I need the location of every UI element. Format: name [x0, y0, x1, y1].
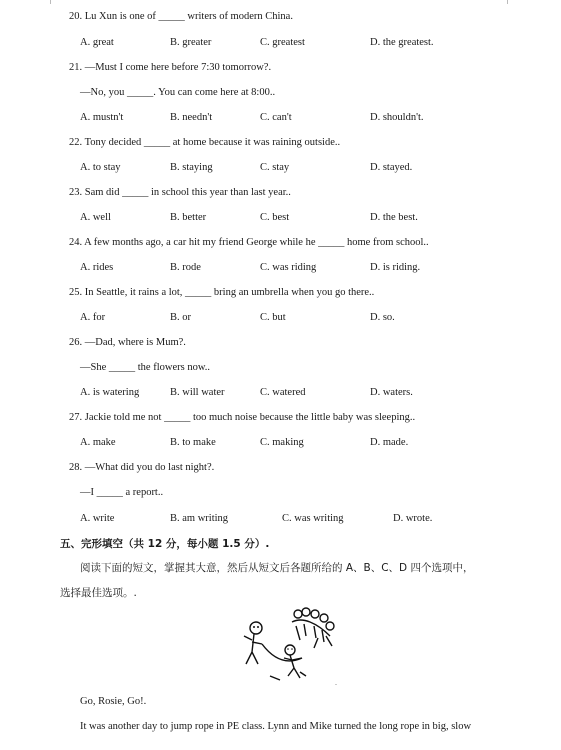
- option-b: B. or: [170, 312, 191, 323]
- option-a: A. well: [80, 212, 111, 223]
- question-stem: —Dad, where is Mum?.: [84, 337, 186, 348]
- question-26: [69, 336, 186, 350]
- question-number: 24.: [69, 237, 83, 248]
- option-d: D. waters.: [370, 387, 413, 398]
- question-reply: —I _____ a report..: [80, 487, 164, 498]
- question-reply: —She _____ the flowers now..: [80, 362, 210, 373]
- option-b: B. better: [170, 212, 207, 223]
- option-a: A. great: [80, 37, 114, 48]
- question-number: 25.: [69, 287, 83, 298]
- option-d: D. stayed.: [370, 162, 413, 173]
- option-d: D. shouldn't.: [370, 112, 424, 123]
- question-number: 22.: [69, 137, 83, 148]
- question-number: 23.: [69, 187, 83, 198]
- option-a: A. make: [80, 437, 116, 448]
- option-b: B. staying: [170, 162, 213, 173]
- question-stem: Lu Xun is one of _____ writers of modern China.: [84, 11, 293, 22]
- passage-text: It was another day to jump rope in PE class. Lynn and Mike turned the long rope in big, slow: [80, 721, 472, 732]
- option-d: D. made.: [370, 437, 409, 448]
- option-c: C. making: [260, 437, 304, 448]
- question-stem: Sam did _____ in school this year than last year..: [84, 187, 291, 198]
- question-number: 21.: [69, 62, 83, 73]
- question-24: [69, 236, 429, 250]
- option-c: C. can't: [260, 112, 292, 123]
- question-stem: —What did you do last night?.: [84, 462, 215, 473]
- question-25: [69, 286, 374, 300]
- question-20: [69, 10, 293, 24]
- option-d: D. is riding.: [370, 262, 421, 273]
- option-b: B. greater: [170, 37, 212, 48]
- question-28: [69, 461, 214, 475]
- option-b: B. rode: [170, 262, 201, 273]
- option-a: A. to stay: [80, 162, 121, 173]
- option-d: D. wrote.: [393, 513, 433, 524]
- option-a: A. write: [80, 513, 115, 524]
- option-a: A. for: [80, 312, 106, 323]
- question-22: [69, 136, 340, 150]
- question-number: 26.: [69, 337, 83, 348]
- question-stem: In Seattle, it rains a lot, _____ bring an umbrella when you go there..: [84, 287, 375, 298]
- picture-paragraph-mark: .: [335, 678, 337, 687]
- jump-rope-illustration: [240, 606, 340, 686]
- option-c: C. best: [260, 212, 290, 223]
- question-23: [69, 186, 291, 200]
- option-a: A. mustn't: [80, 112, 124, 123]
- question-number: 20.: [69, 11, 83, 22]
- option-b: B. needn't: [170, 112, 213, 123]
- question-number: 27.: [69, 412, 83, 423]
- option-b: B. will water: [170, 387, 225, 398]
- option-d: D. so.: [370, 312, 395, 323]
- option-a: A. rides: [80, 262, 114, 273]
- page-corner-mark-left: [50, 0, 51, 4]
- section-instruction: 阅读下面的短文，掌握其大意，然后从短文后各题所给的 A、B、C、D 四个选项中，: [80, 562, 474, 574]
- option-c: C. greatest: [260, 37, 305, 48]
- section-instruction-continued: 选择最佳选项。.: [60, 587, 137, 599]
- question-21: [69, 61, 271, 75]
- question-stem: —Must I come here before 7:30 tomorrow?.: [84, 62, 272, 73]
- option-c: C. was riding: [260, 262, 317, 273]
- option-c: C. but: [260, 312, 286, 323]
- question-stem: A few months ago, a car hit my friend George while he _____ home from school..: [84, 237, 429, 248]
- option-c: C. stay: [260, 162, 290, 173]
- question-stem: Tony decided _____ at home because it was raining outside..: [84, 137, 341, 148]
- question-stem: Jackie told me not _____ too much noise because the little baby was sleeping..: [84, 412, 416, 423]
- option-c: C. was writing: [282, 513, 344, 524]
- question-reply: —No, you _____. You can come here at 8:00..: [80, 87, 276, 98]
- option-b: B. to make: [170, 437, 216, 448]
- question-27: [69, 411, 415, 425]
- passage-title: Go, Rosie, Go!.: [80, 696, 147, 707]
- option-d: D. the best.: [370, 212, 418, 223]
- option-d: D. the greatest.: [370, 37, 434, 48]
- option-c: C. watered: [260, 387, 306, 398]
- option-b: B. am writing: [170, 513, 229, 524]
- page-corner-mark-right: [507, 0, 508, 4]
- section-title: 五、完形填空（共 12 分，每小题 1.5 分）.: [60, 538, 270, 550]
- question-number: 28.: [69, 462, 83, 473]
- option-a: A. is watering: [80, 387, 140, 398]
